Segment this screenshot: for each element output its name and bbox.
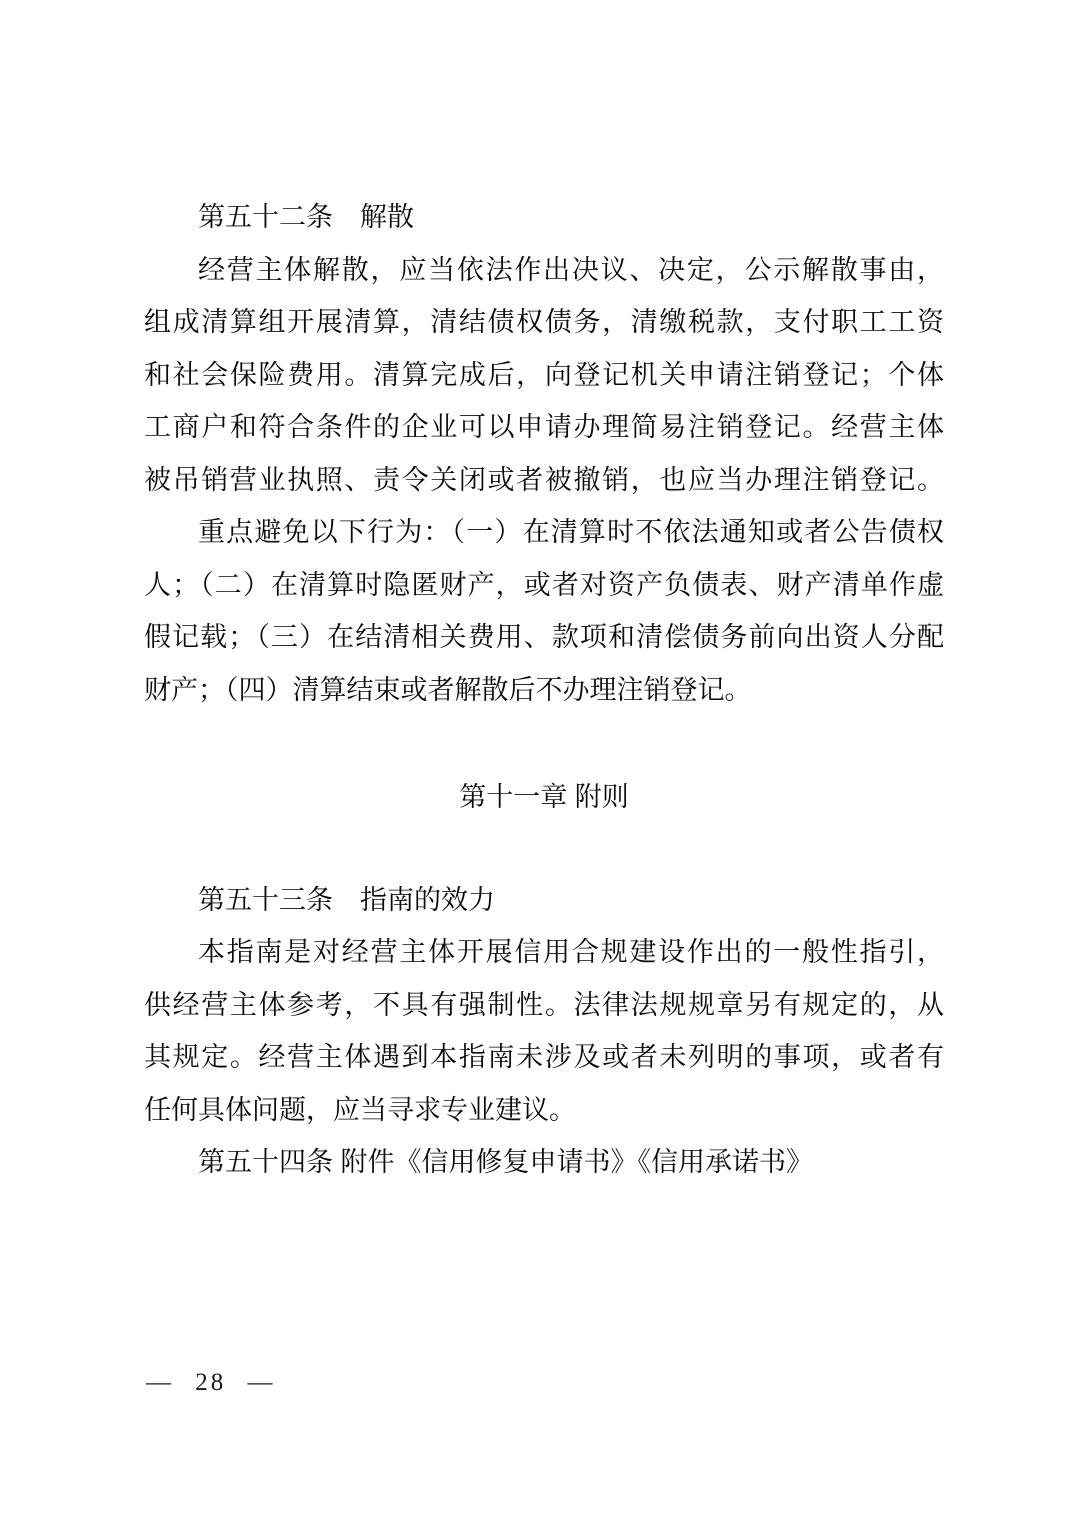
text-line: 被吊销营业执照、责令关闭或者被撤销，也应当办理注销登记。 [144,464,944,495]
text-line: 供经营主体参考，不具有强制性。法律法规规章另有规定的，从 [144,989,944,1020]
paragraph [144,926,944,1136]
page-number: — 28 — [146,1369,276,1396]
article-heading: 第五十三条 指南的效力 [198,884,495,915]
article-heading: 第五十二条 解散 [198,202,414,232]
text-line: 和社会保险费用。清算完成后，向登记机关申请注销登记；个体 [144,359,944,390]
text-line: 财产；（四）清算结束或者解散后不办理注销登记。 [144,674,752,705]
text-line: 任何具体问题，应当寻求专业建议。 [144,1094,576,1125]
text-line: 其规定。经营主体遇到本指南未涉及或者未列明的事项，或者有 [144,1042,944,1072]
text-line: 本指南是对经营主体开展信用合规建设作出的一般性指引， [198,937,944,967]
text-line: 工商户和符合条件的企业可以申请办理简易注销登记。经营主体 [144,412,944,442]
chapter-heading: 第十一章 附则 [459,782,629,812]
text-line: 重点避免以下行为：（一）在清算时不依法通知或者公告债权 [198,517,944,547]
paragraph [144,244,944,507]
article-heading: 第五十四条 附件《信用修复申请书》《信用承诺书》 [198,1147,814,1177]
document-content [144,191,944,1189]
text-line: 经营主体解散，应当依法作出决议、决定，公示解散事由， [198,254,944,285]
text-line: 组成清算组开展清算，清结债权债务，清缴税款，支付职工工资 [144,307,944,337]
paragraph [144,506,944,716]
text-line: 人；（二）在清算时隐匿财产，或者对资产负债表、财产清单作虚 [144,569,944,600]
text-line: 假记载；（三）在结清相关费用、款项和清偿债务前向出资人分配 [144,622,944,652]
